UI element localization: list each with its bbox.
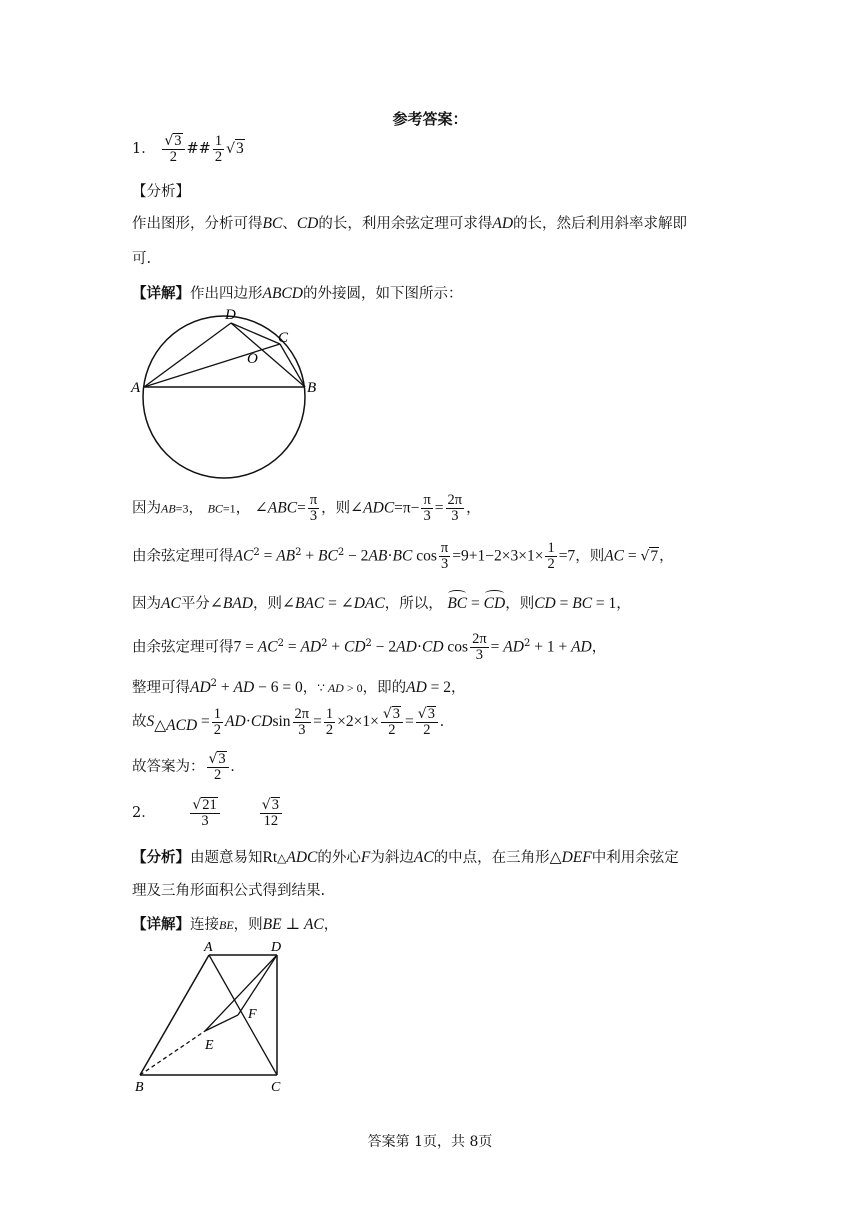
chord-dc	[231, 323, 280, 344]
q1-analysis-label: 【分析】	[132, 184, 190, 200]
q1-final-answer: 故答案为： $\frac{√3}{2}$ .	[132, 751, 235, 784]
q1-analysis-text: 作出图形，分析可得BC、CD的长，利用余弦定理可求得AD的长，然后利用斜率求解即	[132, 215, 688, 232]
label-e: E	[205, 1038, 214, 1053]
label-b: B	[135, 1080, 144, 1095]
segment-be-dashed	[140, 1031, 205, 1075]
q2-analysis-line: 【分析】由题意易知Rt△ADC的外心F为斜边AC的中点，在三角形△DEF中利用余弦定	[132, 849, 679, 866]
figure-circle-abcd	[128, 300, 328, 490]
segment-ac	[209, 955, 277, 1075]
label-d: D	[225, 307, 236, 323]
label-o: O	[247, 351, 258, 367]
chord-ac	[144, 344, 280, 387]
q1-line-cosine-ad: 由余弦定理可得$7 = AC^2 = AD^2 + CD^2 - 2AD\cdot CD$ cos $\frac{2\pi}{3}$ = $AD^2 + 1$ + AD，	[132, 631, 607, 664]
label-c: C	[278, 330, 289, 346]
q1-line-cosine-ac: 由余弦定理可得$AC^2 = AB^2 + BC^2 - 2AB\cdot BC$ cos $\frac{\pi}{3}$ =9+1−2×3×1× $\frac{1}{2}$ =7，则AC = √7，	[132, 540, 674, 573]
segment-ef	[205, 1015, 238, 1031]
label-c: C	[271, 1080, 281, 1095]
q1-line-given: 因为AB=3， BC=1， ∠ABC= $\frac{\pi}{3}$ ，则∠ADC=π− $\frac{\pi}{3}$ = $\frac{2\pi}{3}$ ，	[132, 492, 481, 525]
q1-detail-line: 【详解】作出四边形ABCD的外接圆，如下图所示：	[132, 285, 463, 302]
figure-quadrilateral-abcd	[128, 935, 298, 1095]
label-f: F	[248, 1007, 257, 1022]
q2-analysis-cont: 理及三角形面积公式得到结果.	[132, 883, 326, 899]
q1-answer-line: 1． $\frac{√3}{2}$ ## $\frac{1}{2}$ √3	[132, 132, 244, 166]
segment-ab	[140, 955, 209, 1075]
q1-line-bisector: 因为AC平分∠BAD，则∠BAC = ∠DAC，所以， BC = CD，则CD = BC = 1，	[132, 595, 631, 612]
q1-line-area: 故$S_{\triangle ACD}$ = $\frac{1}{2}$ AD·CDsin $\frac{2\pi}{3}$ = $\frac{1}{2}$ ×2×1× $\frac{√3}{2}$ = $\frac{√3}{2}$ .	[132, 705, 444, 739]
q1-line-solve: 整理可得$AD^2$ + AD − 6 = 0，∵ AD > 0，即的AD = 2，	[132, 678, 466, 696]
segment-df	[238, 955, 277, 1015]
chord-cb	[280, 344, 305, 387]
chord-ad	[144, 323, 231, 387]
q2-detail-line: 【详解】连接BE，则BE ⊥ AC，	[132, 916, 339, 933]
label-b: B	[307, 380, 317, 396]
label-d: D	[271, 940, 282, 955]
q1-number: 1．	[132, 141, 156, 158]
label-a: A	[204, 940, 213, 955]
answer-separator: ##	[186, 141, 211, 158]
q2-number: 2．	[132, 805, 156, 822]
page-title: 参考答案：	[392, 110, 468, 128]
q1-answer-frac: $\frac{√3}{2}$	[162, 133, 184, 165]
page-footer: 答案第 1页，共 8页	[367, 1134, 493, 1150]
label-a: A	[131, 380, 141, 396]
q2-answer-line: 2． $\frac{√21}{3}$ $\frac{√3}{12}$	[132, 797, 284, 829]
q1-analysis-text-cont: 可.	[132, 251, 152, 267]
